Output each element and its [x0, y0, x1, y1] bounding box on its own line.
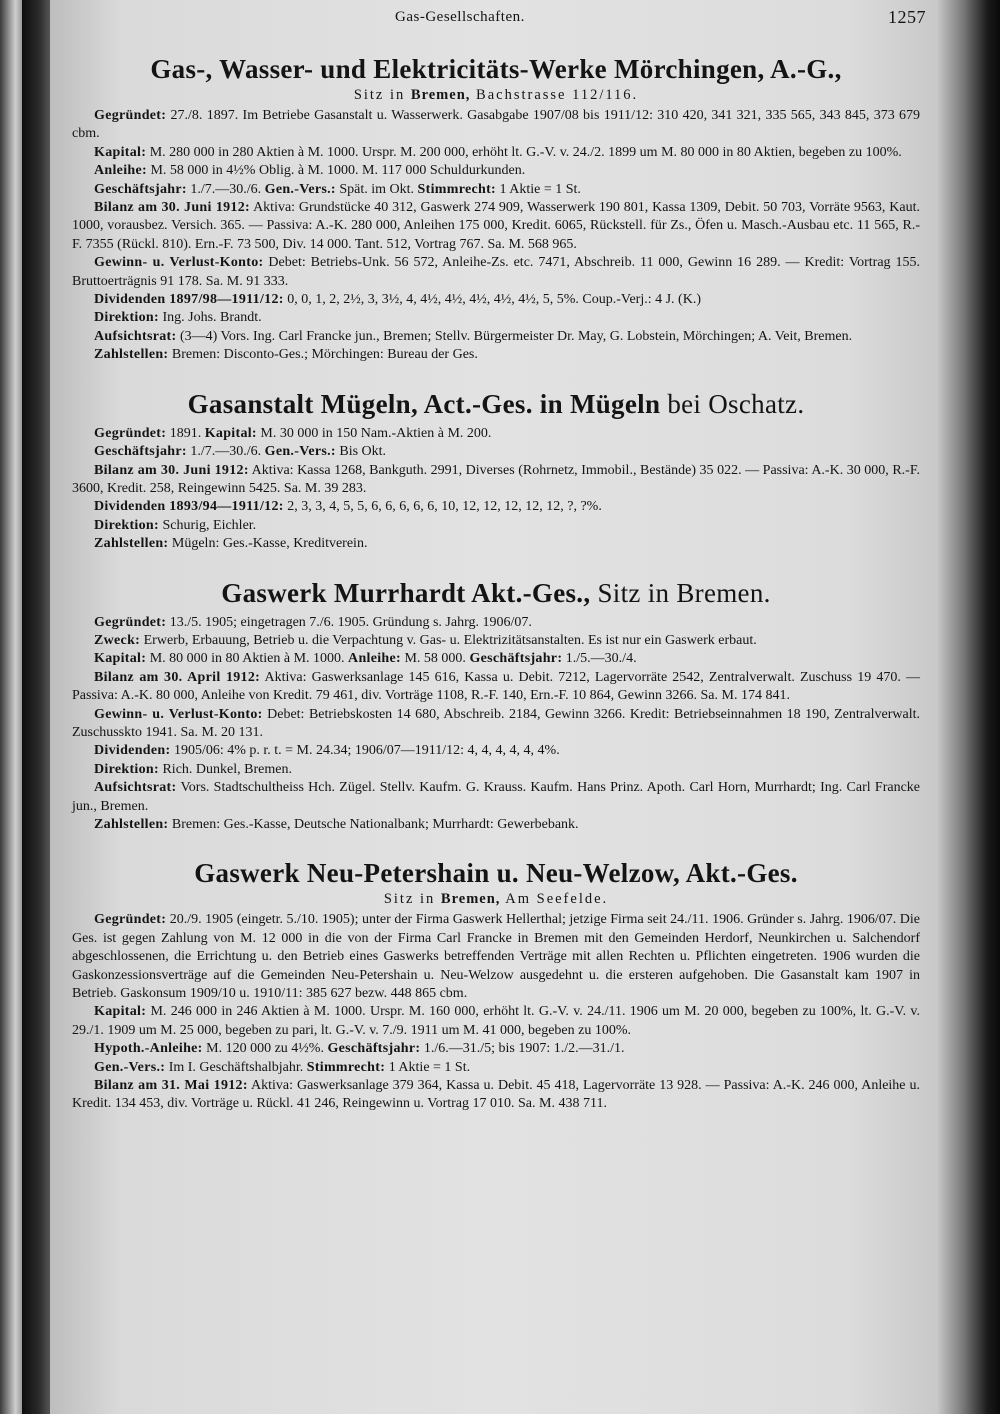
entry-paragraph: Direktion: Ing. Johs. Brandt.	[94, 310, 262, 326]
page-number: 1257	[888, 7, 926, 27]
entry-paragraph: Hypoth.-Anleihe: M. 120 000 zu 4½%. Geschäftsjahr: 1./6.—31./5; bis 1907: 1./2.—31./1.	[94, 1041, 625, 1057]
company-name: Gaswerk Neu-Petershain u. Neu-Welzow, Akt.-Ges.	[194, 858, 798, 889]
company-entry	[72, 387, 920, 554]
running-head	[50, 7, 938, 29]
entry-paragraph: Direktion: Rich. Dunkel, Bremen.	[94, 761, 292, 777]
entry-paragraph: Bilanz am 30. Juni 1912: Aktiva: Grundstücke 40 312, Gaswerk 274 909, Wasserwerk 190 801, Kassa 1309, Debit. 50 703, Vorräte 9563, Kaut. 1000, vorausbez. Versich. 365. — Passiva: A.-K. 280 000, Anleihen 175 000, Kredit. 6065, Rückstell. für Zs., Öfen u. Masch.-Ausbau etc. 11 565, R.-F. 7355 (Rückl. 810). Ern.-F. 73 500, Div. 14 000. Tant. 512, Vortrag 767. Sa. M. 568 965.	[72, 200, 920, 252]
entry-paragraph: Dividenden: 1905/06: 4% p. r. t. = M. 24.34; 1906/07—1911/12: 4, 4, 4, 4, 4, 4%.	[94, 743, 560, 759]
adjacent-page-edge	[0, 0, 22, 1414]
book-gutter	[22, 0, 50, 1414]
entry-paragraph: Kapital: M. 246 000 in 246 Aktien à M. 1000. Urspr. M. 160 000, erhöht lt. G.-V. v. 24./11. 1906 um M. 20 000, begeben zu 100%, lt. G.-V. v. 29./1. 1909 um M. 25 000, begeben zu pari, lt. G.-V. v. 7./9. 1911 um M. 41 000, begeben zu 100%.	[72, 1004, 920, 1038]
entry-paragraph: Anleihe: M. 58 000 in 4½% Oblig. à M. 1000. M. 117 000 Schuldurkunden.	[94, 163, 526, 179]
company-name: Gasanstalt Mügeln, Act.-Ges. in Mügeln bei Oschatz.	[187, 388, 805, 419]
scanned-page	[50, 0, 938, 1414]
entry-paragraph: Gen.-Vers.: Im I. Geschäftshalbjahr. Stimmrecht: 1 Aktie = 1 St.	[94, 1059, 471, 1075]
entry-paragraph: Bilanz am 30. April 1912: Aktiva: Gaswerksanlage 145 616, Kassa u. Debit. 7212, Lagervorräte 2542, Zentralverwalt. Zuschuss 19 470. — Passiva: A.-K. 80 000, Anleihe von Kredit. 79 461, div. Vorträge 1108, R.-F. 140, Ern.-F. 10 864, Gewinn 3266. Sa. M. 174 841.	[72, 669, 920, 704]
entry-paragraph: Gewinn- u. Verlust-Konto: Debet: Betriebskosten 14 680, Abschreib. 2184, Gewinn 3266. Kredit: Betriebseinnahmen 18 190, Zentralverwalt. Zuschusskto 1941. Sa. M. 20 131.	[72, 706, 921, 740]
entry-paragraph: Gegründet: 27./8. 1897. Im Betriebe Gasanstalt u. Wasserwerk. Gasabgabe 1907/08 bis 1911/12: 310 420, 341 321, 335 565, 343 845, 373 679 cbm.	[72, 108, 920, 142]
entry-paragraph: Kapital: M. 80 000 in 80 Aktien à M. 1000. Anleihe: M. 58 000. Geschäftsjahr: 1./5.—30./4.	[94, 651, 637, 667]
entry-paragraph: Aufsichtsrat: Vors. Stadtschultheiss Hch. Zügel. Stellv. Kaufm. G. Krauss. Kaufm. Hans Prinz. Apoth. Carl Horn, Murrhardt; Ing. Carl Francke jun., Bremen.	[72, 780, 920, 814]
entry-paragraph: Gewinn- u. Verlust-Konto: Debet: Betriebs-Unk. 56 572, Anleihe-Zs. etc. 7471, Abschreib. 11 000, Gewinn 16 289. — Kredit: Vortrag 155. Bruttoerträgnis 91 178. Sa. M. 91 333.	[72, 255, 921, 289]
entry-paragraph: Geschäftsjahr: 1./7.—30./6. Gen.-Vers.: Spät. im Okt. Stimmrecht: 1 Aktie = 1 St.	[94, 181, 581, 197]
entry-paragraph: Kapital: M. 280 000 in 280 Aktien à M. 1000. Urspr. M. 200 000, erhöht lt. G.-V. v. 24./2. 1899 um M. 80 000 in 80 Aktien, begeben zu 100%.	[94, 144, 902, 160]
running-head-title: Gas-Gesellschaften.	[395, 9, 525, 25]
company-seat: Sitz in Bremen, Bachstrasse 112/116.	[353, 87, 639, 103]
company-name: Gas-, Wasser- und Elektricitäts-Werke Mörchingen, A.-G.,	[150, 54, 842, 84]
page-content	[72, 52, 920, 1128]
entry-paragraph: Dividenden 1897/98—1911/12: 0, 0, 1, 2, 2½, 3, 3½, 4, 4½, 4½, 4½, 4½, 4½, 5, 5%. Coup.-Verj.: 4 J. (K.)	[94, 292, 701, 308]
entry-paragraph: Zahlstellen: Bremen: Disconto-Ges.; Mörchingen: Bureau der Ges.	[94, 347, 478, 363]
entry-paragraph: Direktion: Schurig, Eichler.	[94, 517, 257, 533]
entry-paragraph: Bilanz am 31. Mai 1912: Aktiva: Gaswerksanlage 379 364, Kassa u. Debit. 45 418, Lagervorräte 13 928. — Passiva: A.-K. 246 000, Anleihe u. Kredit. 134 453, div. Vorträge u. Rückl. 41 246, Reingewinn u. Vortrag 17 010. Sa. M. 438 711.	[72, 1078, 920, 1112]
entry-paragraph: Bilanz am 30. Juni 1912: Aktiva: Kassa 1268, Bankguth. 2991, Diverses (Rohrnetz, Immobil., Bestände) 35 022. — Passiva: A.-K. 30 000, R.-F. 3600, Kredit. 258, Reingewinn 5425. Sa. M. 39 283.	[72, 462, 921, 496]
entry-paragraph: Zahlstellen: Mügeln: Ges.-Kasse, Kreditverein.	[94, 536, 368, 552]
company-entry	[72, 576, 920, 835]
entry-paragraph: Zahlstellen: Bremen: Ges.-Kasse, Deutsche Nationalbank; Murrhardt: Gewerbebank.	[94, 817, 579, 832]
entry-paragraph: Dividenden 1893/94—1911/12: 2, 3, 3, 4, 5, 5, 6, 6, 6, 6, 6, 10, 12, 12, 12, 12, 12, ?, ?%.	[94, 499, 602, 515]
company-seat: Sitz in Bremen, Am Seefelde.	[383, 891, 609, 908]
entry-paragraph: Zweck: Erwerb, Erbauung, Betrieb u. die Verpachtung v. Gas- u. Elektrizitätsanstalten. Es ist nur ein Gaswerk erbaut.	[94, 632, 757, 648]
entry-paragraph: Gegründet: 1891. Kapital: M. 30 000 in 150 Nam.-Aktien à M. 200.	[94, 425, 492, 441]
page-edge-shadow	[938, 0, 1000, 1414]
entry-paragraph: Gegründet: 20./9. 1905 (eingetr. 5./10. 1905); unter der Firma Gaswerk Hellerthal; jetzige Firma seit 24./11. 1906. Gründer s. Jahrg. 1906/07. Die Ges. ist gegen Zahlung von M. 12 000 in die von der Firma Carl Francke in Bremen mit den Gemeinden Herdorf, Neunkirchen u. Salchendorf abgeschlossenen, die Errichtung u. den Betrieb eines Gaswerks betreffenden Verträge mit allen Rechten u. Pflichten eingetreten. 1906 wurden die Gaskonzessionsverträge auf die Gemeinden Neu-Petershain u. Neu-Welzow ausgedehnt u. die ersteren aufgehoben. Die Gasanstalt kam 1907 in Betrieb. Gaskonsum 1909/10 u. 1910/11: 385 627 bezw. 448 865 cbm.	[72, 912, 921, 1002]
company-name: Gaswerk Murrhardt Akt.-Ges., Sitz in Bremen.	[221, 577, 771, 608]
company-entry	[72, 52, 920, 365]
entry-paragraph: Gegründet: 13./5. 1905; eingetragen 7./6. 1905. Gründung s. Jahrg. 1906/07.	[94, 614, 532, 630]
company-entry	[72, 856, 920, 1113]
entry-paragraph: Aufsichtsrat: (3—4) Vors. Ing. Carl Francke jun., Bremen; Stellv. Bürgermeister Dr. May, G. Lobstein, Mörchingen; A. Veit, Bremen.	[94, 328, 853, 344]
entry-paragraph: Geschäftsjahr: 1./7.—30./6. Gen.-Vers.: Bis Okt.	[94, 444, 387, 460]
